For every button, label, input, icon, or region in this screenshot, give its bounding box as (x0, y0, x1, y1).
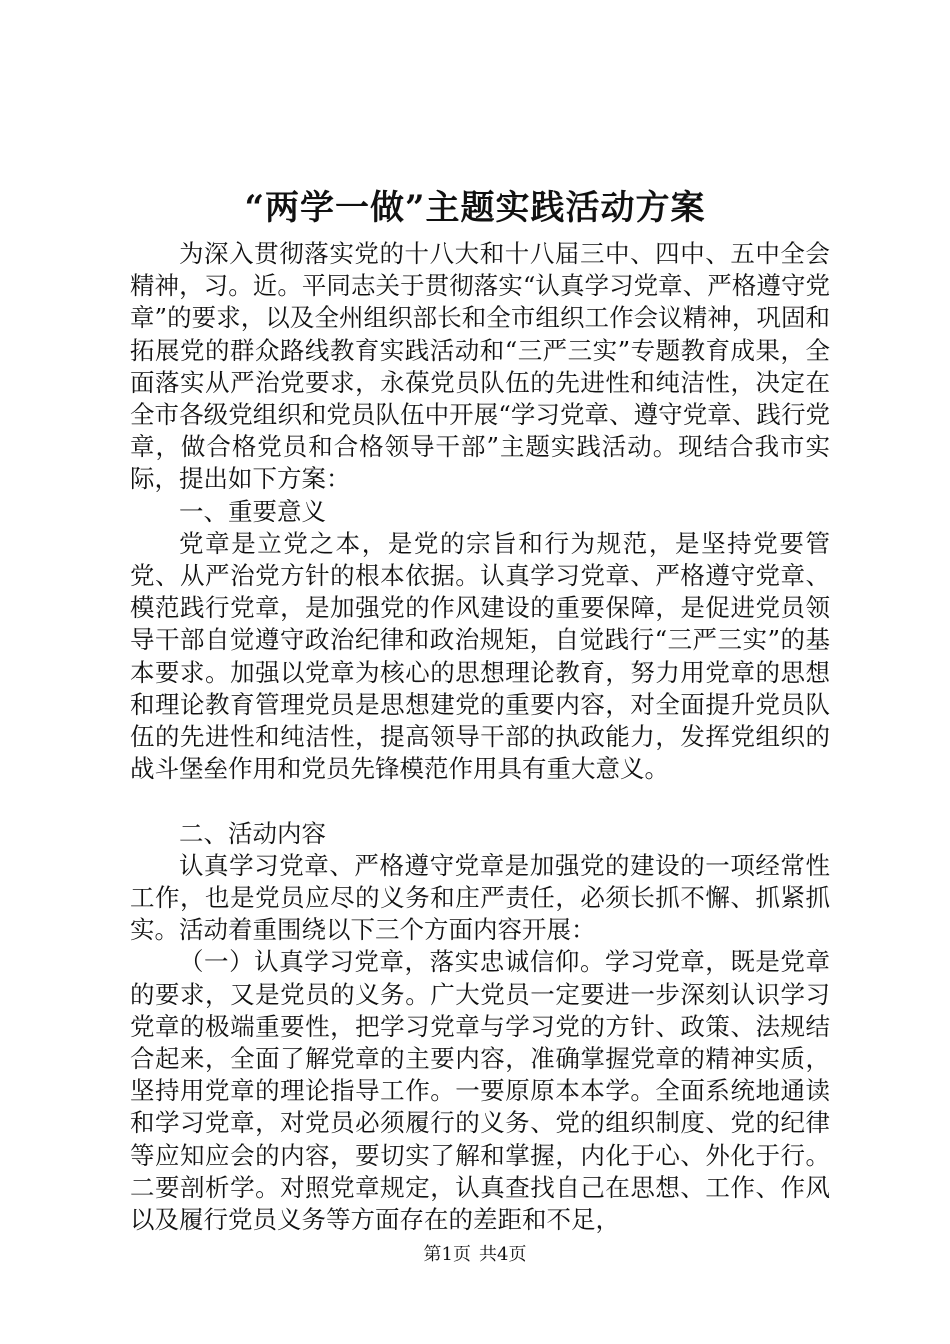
document-body (130, 238, 830, 1236)
section-heading-significance: 一、重要意义 (179, 496, 326, 526)
page-number: 第1页 (423, 1244, 471, 1265)
page-footer (0, 1243, 950, 1267)
intro-paragraph: 为深入贯彻落实党的十八大和十八届三中、四中、五中全会精神，习。近。平同志关于贯彻落实“认真学习党章、严格遵守党章”的要求，以及全州组织部长和全市组织工作会议精神，巩固和拓展党的群众路线教育实践活动和“三严三实”专题教育成果，全面落实从严治党要求，永葆党员队伍的先进性和纯洁性，决定在全市各级党组织和党员队伍中开展“学习党章、遵守党章、践行党章，做合格党员和合格领导干部”主题实践活动。现结合我市实际，提出如下方案： (130, 239, 830, 494)
document-title: “两学一做”主题实践活动方案 (244, 188, 706, 228)
section-heading-content: 二、活动内容 (179, 818, 326, 848)
subsection-paragraph-study: （一）认真学习党章，落实忠诚信仰。学习党章，既是党章的要求，又是党员的义务。广大党员一定要进一步深刻认识学习党章的极端重要性，把学习党章与学习党的方针、政策、法规结合起来，全面了解党章的主要内容，准确掌握党章的精神实质，坚持用党章的理论指导工作。一要原原本本学。全面系统地通读和学习党章，对党员必须履行的义务、党的组织制度、党的纪律等应知应会的内容，要切实了解和掌握，内化于心、外化于行。二要剖析学。对照党章规定，认真查找自己在思想、工作、作风以及履行党员义务等方面存在的差距和不足， (130, 947, 830, 1235)
section-paragraph-content: 认真学习党章、严格遵守党章是加强党的建设的一项经常性工作，也是党员应尽的义务和庄严责任，必须长抓不懈、抓紧抓实。活动着重围绕以下三个方面内容开展： (130, 850, 830, 945)
section-paragraph-significance: 党章是立党之本，是党的宗旨和行为规范，是坚持党要管党、从严治党方针的根本依据。认真学习党章、严格遵守党章、模范践行党章，是加强党的作风建设的重要保障，是促进党员领导干部自觉遵守政治纪律和政治规矩，自觉践行“三严三实”的基本要求。加强以党章为核心的思想理论教育，努力用党章的思想和理论教育管理党员是思想建党的重要内容，对全面提升党员队伍的先进性和纯洁性，提高领导干部的执政能力，发挥党组织的战斗堡垒作用和党员先锋模范作用具有重大意义。 (130, 528, 830, 784)
page-total: 共4页 (479, 1244, 527, 1265)
